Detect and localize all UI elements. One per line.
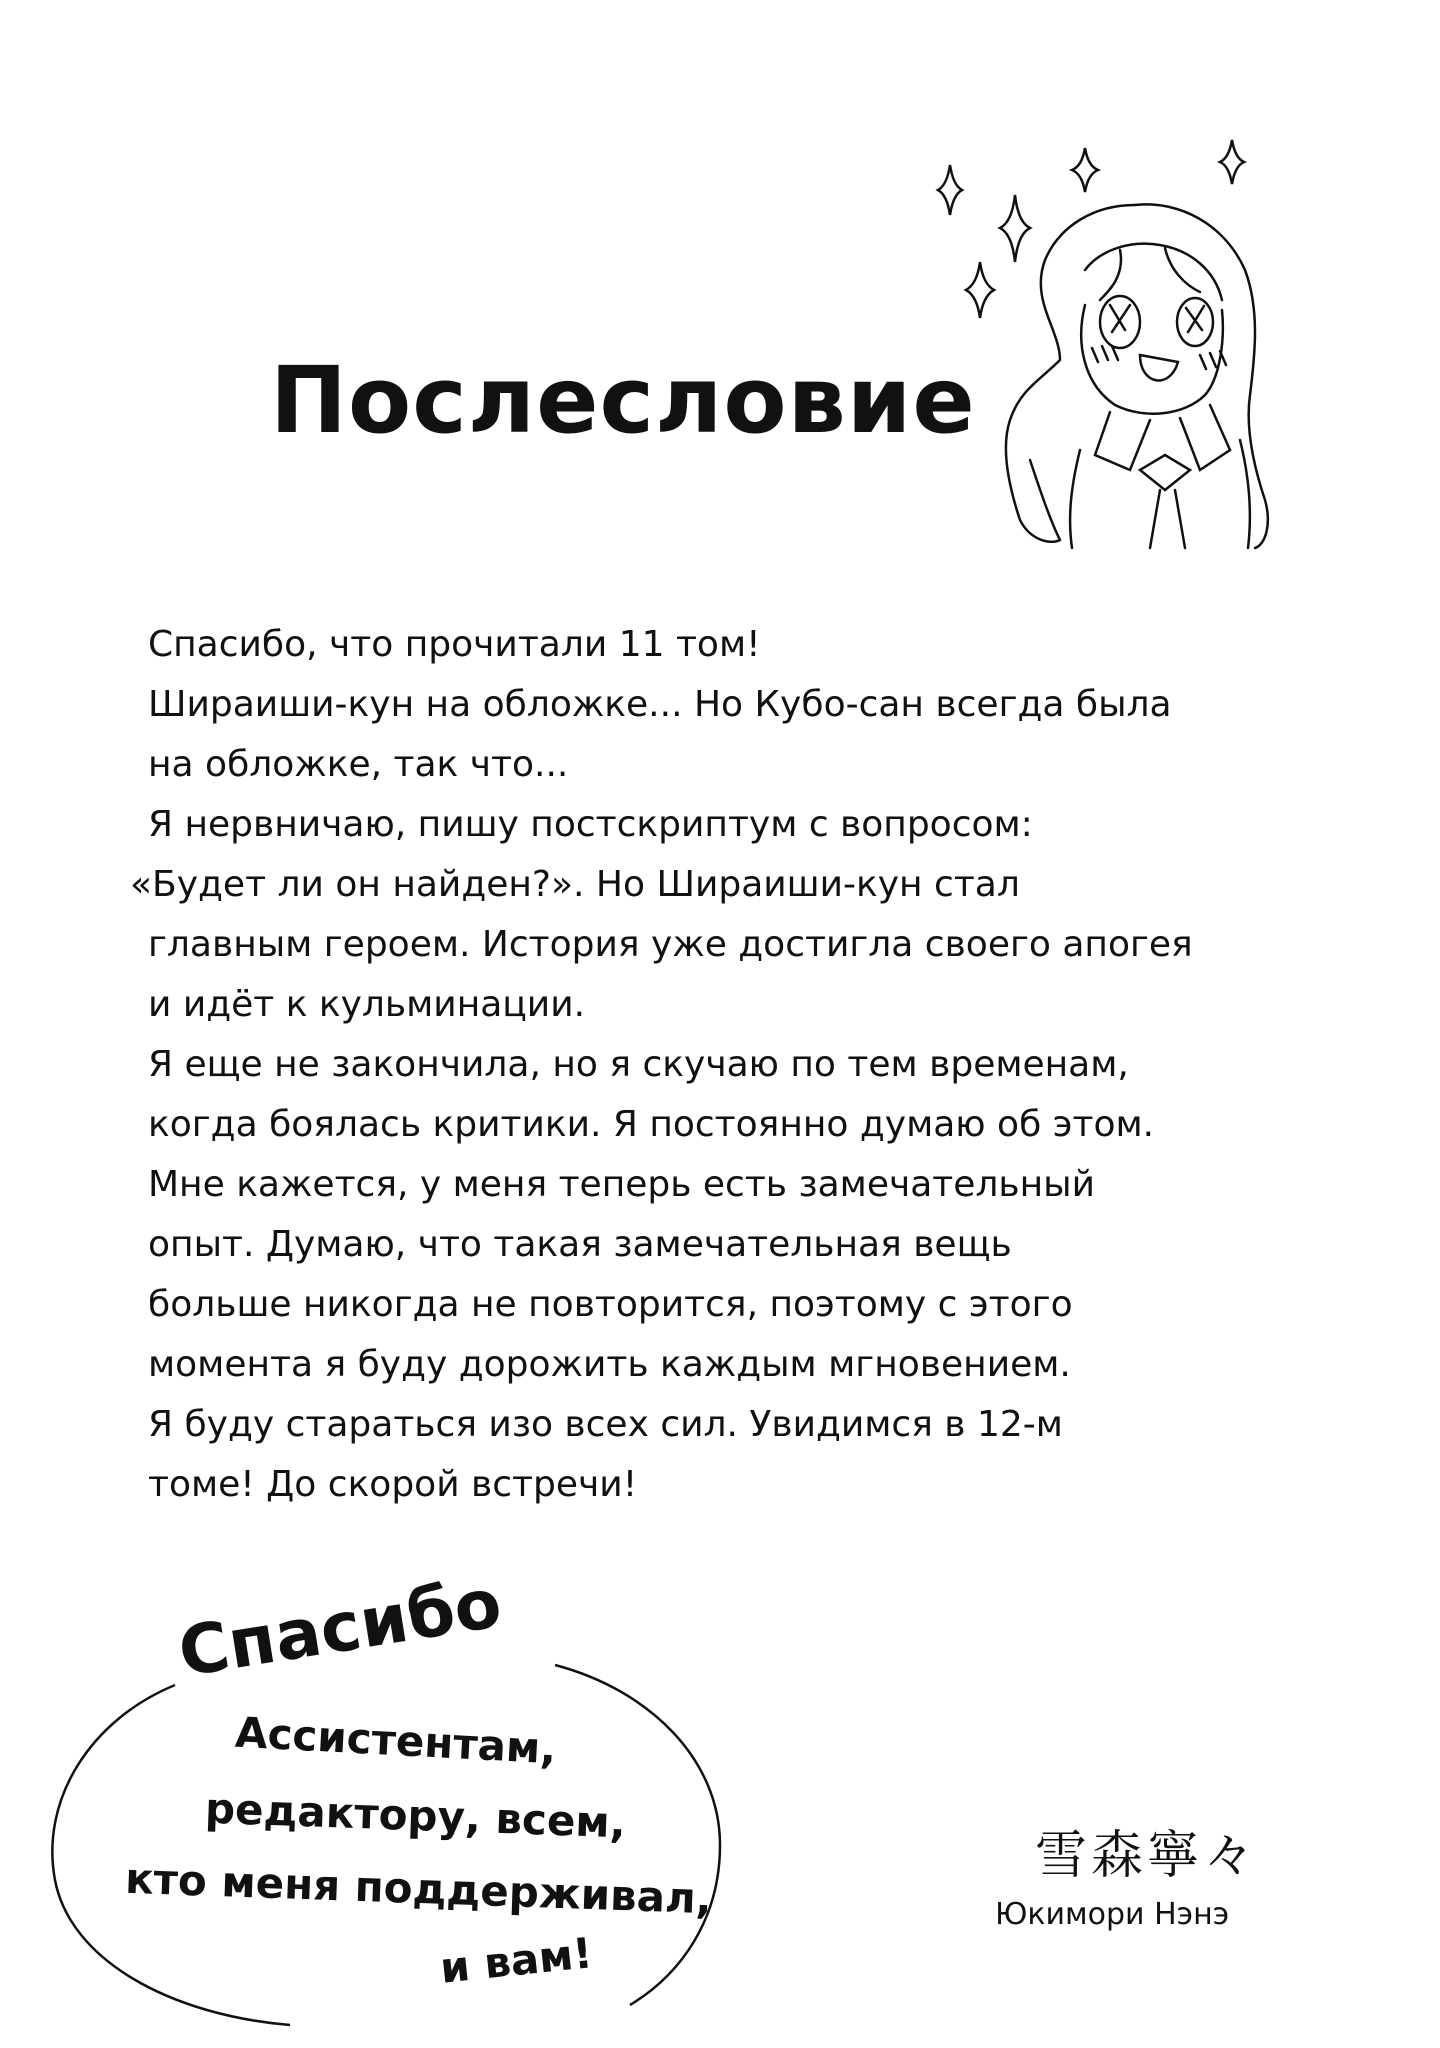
author-signature-kanji: 雪森寧々	[1035, 1826, 1260, 1886]
body-line: Я еще не закончила, но я скучаю по тем временам,	[148, 1044, 1129, 1085]
sparkle-icon	[1072, 148, 1098, 192]
sparkle-icon	[1220, 140, 1244, 184]
page-title: Послесловие	[270, 347, 976, 454]
body-line: Шираиши-кун на обложке... Но Кубо-сан всегда была	[148, 684, 1172, 725]
thanks-line: кто меня поддерживал,	[124, 1853, 713, 1924]
body-line: когда боялась критики. Я постоянно думаю об этом.	[148, 1104, 1155, 1145]
body-line: Мне кажется, у меня теперь есть замечательный	[148, 1164, 1096, 1205]
body-line: Я буду стараться изо всех сил. Увидимся в 12-м	[148, 1404, 1063, 1445]
author-name: Юкимори Нэнэ	[995, 1897, 1230, 1932]
chibi-girl-illustration	[1006, 204, 1268, 548]
afterword-body	[130, 615, 1208, 1515]
body-line: на обложке, так что...	[148, 744, 569, 785]
body-line: больше никогда не повторится, поэтому с этого	[148, 1284, 1073, 1325]
body-line: и идёт к кульминации.	[148, 984, 586, 1025]
body-line: томе! До скорой встречи!	[148, 1464, 638, 1505]
body-line: главным героем. История уже достигла своего апогея	[148, 924, 1193, 965]
sparkle-icon	[938, 165, 962, 215]
body-line: Я нервничаю, пишу постскриптум с вопросом:	[148, 804, 1033, 845]
body-line: момента я буду дорожить каждым мгновением.	[148, 1344, 1071, 1385]
body-line: «Будет ли он найден?». Но Шираиши-кун стал	[130, 864, 1020, 905]
body-line: Спасибо, что прочитали 11 том!	[148, 624, 761, 665]
thanks-line: редактору, всем,	[204, 1783, 627, 1848]
sparkle-icon	[1000, 195, 1030, 262]
thanks-heading: Спасибо	[173, 1564, 507, 1693]
body-line: опыт. Думаю, что такая замечательная вещь	[148, 1224, 1012, 1265]
sparkle-icon	[966, 262, 994, 318]
thanks-line: и вам!	[437, 1928, 595, 1993]
thanks-line: Ассистентам,	[233, 1707, 558, 1774]
